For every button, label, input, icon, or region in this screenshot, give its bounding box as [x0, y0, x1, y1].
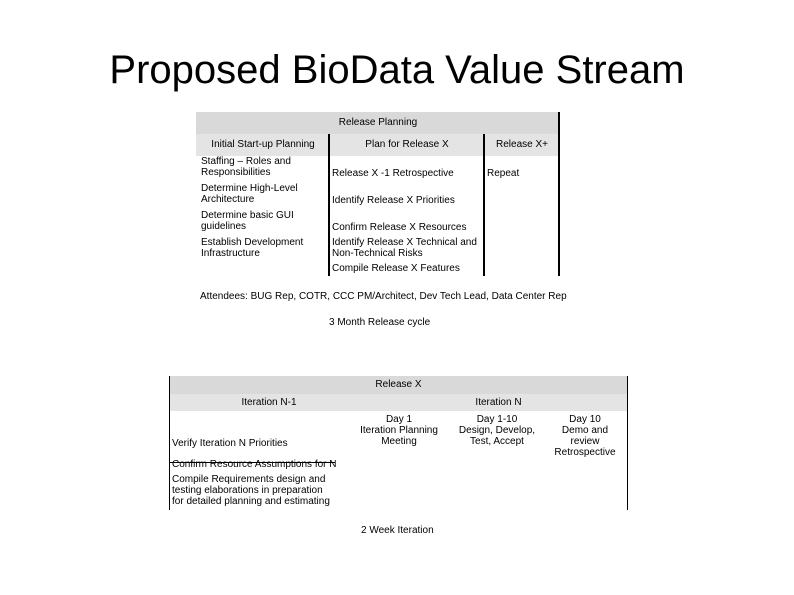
release-x-panel	[169, 376, 628, 510]
iteration-item: Compile Requirements design and testing elaborations in preparation for detailed planning and estimating	[172, 474, 330, 507]
day-block	[454, 414, 540, 447]
slide-title: Proposed BioData Value Stream	[109, 48, 685, 92]
plan-item: Identify Release X Technical and Non-Technical Risks	[332, 237, 477, 259]
startup-item: Establish Development Infrastructure	[201, 237, 304, 259]
release-planning-header: Release Planning	[196, 112, 560, 134]
plan-item: Release X -1 Retrospective	[332, 168, 454, 179]
day-block	[357, 414, 441, 447]
release-x-header: Release X	[169, 376, 628, 394]
iteration-subheader	[169, 394, 628, 411]
iteration-item: Verify Iteration N Priorities	[172, 438, 288, 449]
startup-item: Determine High-Level Architecture	[201, 183, 298, 205]
day-desc: Iteration Planning Meeting	[360, 425, 438, 447]
release-planning-panel	[196, 112, 560, 276]
plan-item: Compile Release X Features	[332, 263, 460, 274]
day-label: Day 1	[385, 414, 413, 425]
startup-item: Staffing – Roles and Responsibilities	[201, 156, 291, 178]
divider	[328, 134, 330, 276]
divider	[627, 376, 628, 510]
day-label: Day 1-10	[476, 414, 518, 425]
col-header-plan: Plan for Release X	[365, 139, 449, 150]
startup-item: Determine basic GUI guidelines	[201, 210, 294, 232]
iteration-cur-header: Iteration N	[475, 397, 522, 408]
day-block	[547, 414, 623, 458]
iteration-item: Confirm Resource Assumptions for N	[172, 459, 337, 470]
release-cycle-note: 3 Month Release cycle	[329, 317, 431, 328]
day-label: Day 10	[569, 414, 601, 425]
release-planning-subheader	[196, 134, 560, 156]
attendees-note: Attendees: BUG Rep, COTR, CCC PM/Architect, Dev Tech Lead, Data Center Rep	[200, 291, 567, 302]
divider	[169, 376, 170, 510]
col-header-initial: Initial Start-up Planning	[211, 139, 315, 150]
day-desc: Demo and review Retrospective	[554, 425, 616, 458]
day-desc: Design, Develop, Test, Accept	[458, 425, 536, 447]
divider	[558, 112, 560, 276]
col-header-release-xplus: Release X+	[496, 139, 548, 150]
plan-item: Identify Release X Priorities	[332, 195, 455, 206]
iteration-note: 2 Week Iteration	[361, 525, 434, 536]
iteration-prev-header: Iteration N-1	[241, 397, 297, 408]
release-xplus-item: Repeat	[487, 168, 520, 179]
plan-item: Confirm Release X Resources	[332, 222, 467, 233]
divider	[483, 134, 485, 276]
